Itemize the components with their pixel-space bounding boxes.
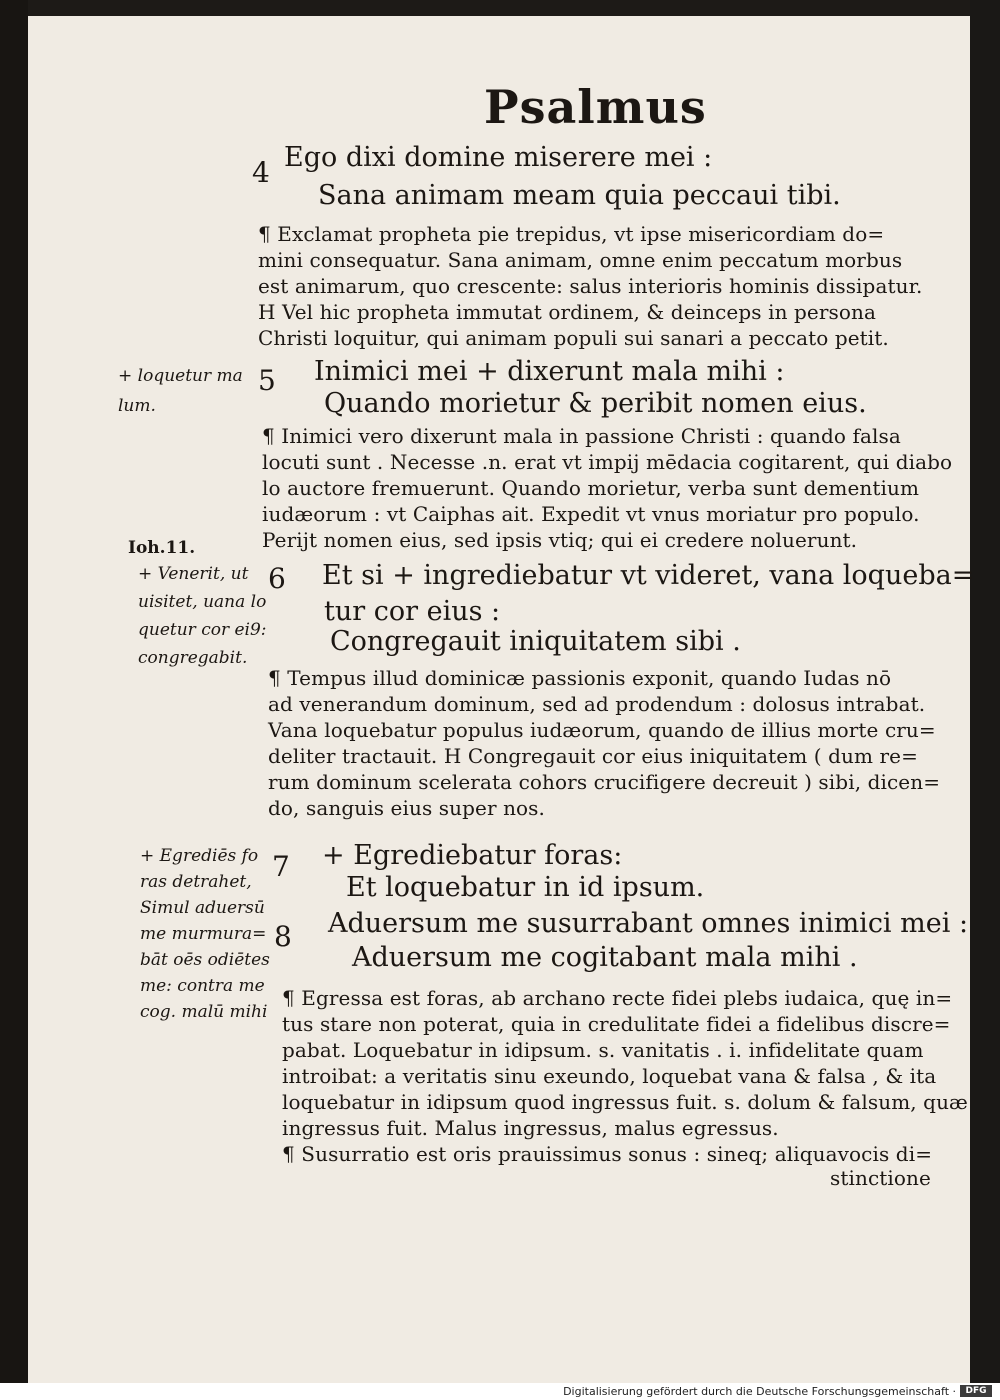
verse-line: Aduersum me cogitabant mala mihi .: [352, 942, 858, 973]
commentary-line: ¶ Inimici vero dixerunt mala in passione Christi : quando falsa: [262, 424, 901, 448]
commentary-line: rum dominum scelerata cohors crucifigere decreuit ) sibi, dicen=: [268, 770, 941, 794]
margin-note: + Venerit, ut: [138, 564, 249, 584]
verse-number-7: 7: [272, 850, 290, 883]
commentary-line: pabat. Loquebatur in idipsum. s. vanitatis . i. infidelitate quam: [282, 1038, 924, 1062]
verse-line: Congregauit iniquitatem sibi .: [330, 626, 741, 657]
scan-left-edge: [0, 0, 28, 1383]
margin-note: cog. malū mihi: [140, 1002, 268, 1022]
commentary-line: ingressus fuit. Malus ingressus, malus egressus.: [282, 1116, 779, 1140]
commentary-line: ¶ Tempus illud dominicæ passionis exponit, quando Iudas nō: [268, 666, 892, 690]
commentary-line: mini consequatur. Sana animam, omne enim peccatum morbus: [258, 248, 903, 272]
margin-note: me murmura=: [140, 924, 267, 944]
margin-note: congregabit.: [138, 648, 248, 668]
margin-note: ras detrahet,: [140, 872, 252, 892]
margin-note: uisitet, uana lo: [138, 592, 267, 612]
digitization-footer: [0, 1383, 1000, 1400]
margin-note: me: contra me: [140, 976, 265, 996]
verse-line: Inimici mei + dixerunt mala mihi :: [314, 356, 785, 387]
commentary-line: Christi loquitur, qui animam populi sui sanari a peccato petit.: [258, 326, 889, 350]
dfg-logo: DFG: [960, 1385, 992, 1397]
commentary-line: locuti sunt . Necesse .n. erat vt impij mēdacia cogitarent, qui diabo: [262, 450, 953, 474]
footer-credit: Digitalisierung gefördert durch die Deutsche Forschungsgemeinschaft ·: [563, 1385, 956, 1398]
commentary-line: introibat: a veritatis sinu exeundo, loquebat vana & falsa , & ita: [282, 1064, 937, 1088]
running-head: Psalmus: [484, 80, 707, 134]
commentary-line: do, sanguis eius super nos.: [268, 796, 546, 820]
verse-number-4: 4: [252, 156, 270, 189]
commentary-line: loquebatur in idipsum quod ingressus fuit. s. dolum & falsum, quæ: [282, 1090, 968, 1114]
margin-note: + loquetur ma: [118, 366, 243, 386]
commentary-line: H Vel hic propheta immutat ordinem, & deinceps in persona: [258, 300, 877, 324]
commentary-line: ¶ Susurratio est oris prauissimus sonus : sineq; aliquavocis di=: [282, 1142, 933, 1166]
margin-note: + Egrediēs fo: [140, 846, 259, 866]
verse-number-5: 5: [258, 364, 276, 397]
verse-line: Et si + ingrediebatur vt videret, vana loqueba=: [322, 560, 975, 591]
commentary-line: ¶ Egressa est foras, ab archano recte fidei plebs iudaica, quę in=: [282, 986, 953, 1010]
verse-line: Ego dixi domine miserere mei :: [284, 142, 713, 173]
scan-top-edge: [0, 0, 1000, 16]
commentary-line: ad venerandum dominum, sed ad prodendum : dolosus intrabat.: [268, 692, 926, 716]
commentary-line: lo auctore fremuerunt. Quando morietur, verba sunt dementium: [262, 476, 920, 500]
commentary-line: deliter tractauit. H Congregauit cor eius iniquitatem ( dum re=: [268, 744, 918, 768]
verse-line: Sana animam meam quia peccaui tibi.: [318, 180, 841, 211]
verse-number-6: 6: [268, 562, 286, 595]
commentary-line: Vana loquebatur populus iudæorum, quando de illius morte cru=: [268, 718, 936, 742]
margin-note: Simul aduersū: [140, 898, 265, 918]
commentary-line: tus stare non poterat, quia in credulitate fidei a fidelibus discre=: [282, 1012, 951, 1036]
commentary-line: iudæorum : vt Caiphas ait. Expedit vt vnus moriatur pro populo.: [262, 502, 920, 526]
commentary-line: stinctione: [830, 1166, 931, 1190]
margin-note: bāt oēs odiētes: [140, 950, 270, 970]
commentary-line: Perijt nomen eius, sed ipsis vtiq; qui ei credere noluerunt.: [262, 528, 858, 552]
commentary-line: est animarum, quo crescente: salus interioris hominis dissipatur.: [258, 274, 923, 298]
verse-line: Aduersum me susurrabant omnes inimici mei :: [328, 908, 969, 939]
commentary-line: ¶ Exclamat propheta pie trepidus, vt ipse misericordiam do=: [258, 222, 885, 246]
margin-note: lum.: [118, 396, 156, 416]
verse-number-8: 8: [274, 920, 292, 953]
scan-right-edge: [970, 0, 1000, 1383]
verse-line: Quando morietur & peribit nomen eius.: [324, 388, 867, 419]
verse-line: + Egrediebatur foras:: [322, 840, 623, 871]
verse-line: tur cor eius :: [324, 596, 501, 627]
verse-line: Et loquebatur in id ipsum.: [346, 872, 705, 903]
margin-note: quetur cor ei9:: [138, 620, 267, 640]
margin-reference: Ioh.11.: [128, 538, 196, 558]
